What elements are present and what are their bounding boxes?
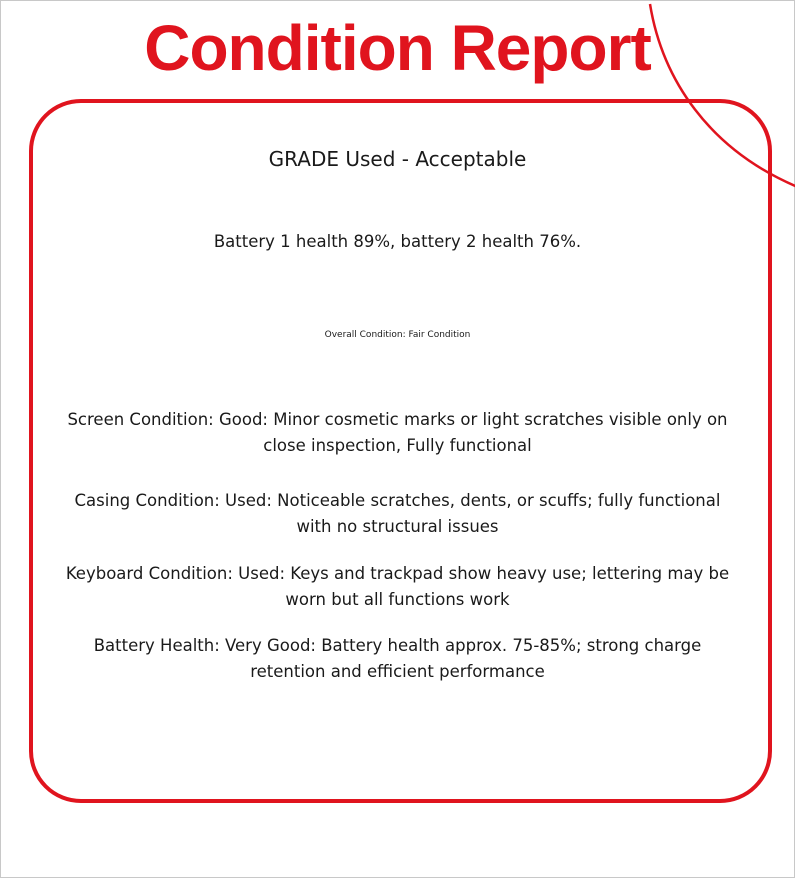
screen-condition: Screen Condition: Good: Minor cosmetic marks or light scratches visible only on close inspection, Fully functional (67, 410, 728, 455)
page-title: Condition Report (144, 12, 651, 84)
battery-summary: Battery 1 health 89%, battery 2 health 76%. (213, 232, 582, 251)
keyboard-condition: Keyboard Condition: Used: Keys and trackpad show heavy use; lettering may be worn but all functions work (65, 564, 730, 609)
overall-condition: Overall Condition: Fair Condition (324, 330, 471, 340)
grade-heading: GRADE Used - Acceptable (268, 147, 527, 171)
battery-health: Battery Health: Very Good: Battery health approx. 75-85%; strong charge retention and efficient performance (93, 636, 702, 681)
casing-condition: Casing Condition: Used: Noticeable scratches, dents, or scuffs; fully functional with no structural issues (74, 491, 721, 536)
